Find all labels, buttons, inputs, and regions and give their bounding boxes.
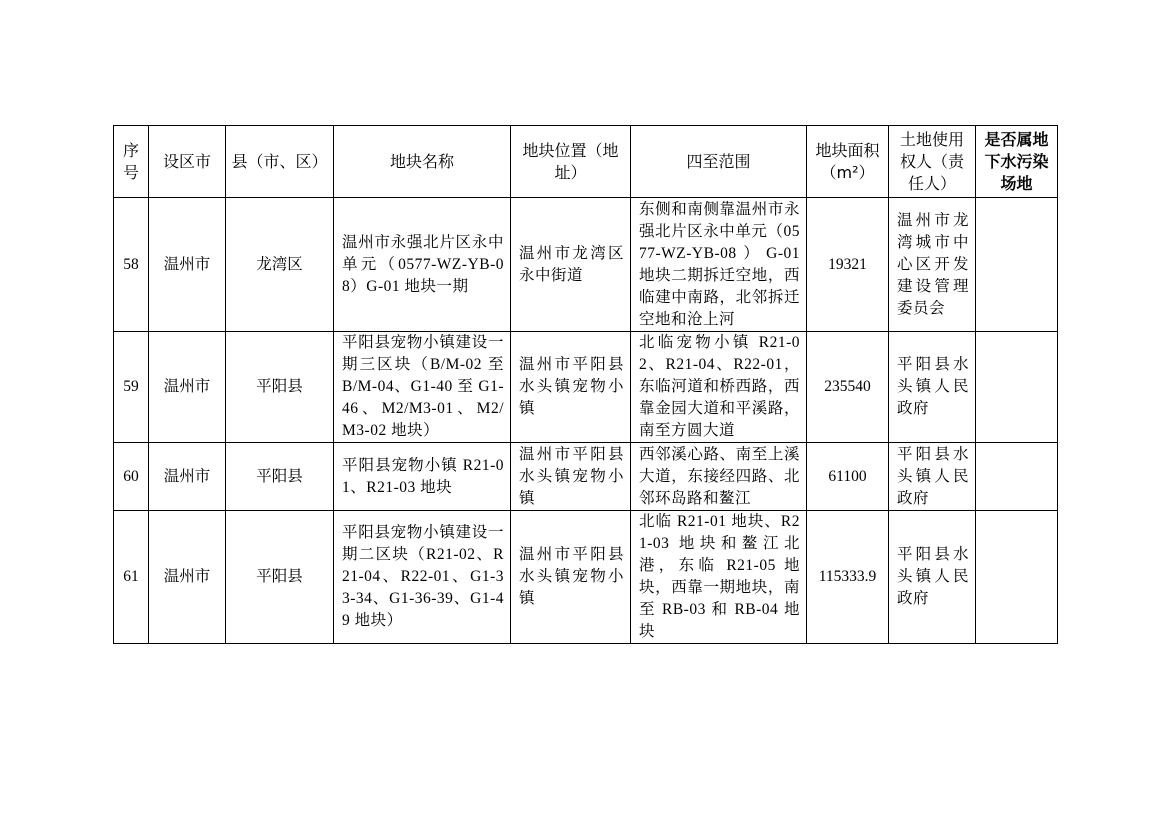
cell-serial-number: 59 — [114, 332, 149, 443]
cell-parcel-name: 平阳县宠物小镇建设一期二区块（R21-02、R21-04、R22-01、G1-33-34、G1-36-39、G1-49 地块） — [334, 511, 511, 644]
cell-area: 19321 — [807, 198, 889, 332]
cell-county: 平阳县 — [226, 443, 334, 511]
cell-groundwater-site — [976, 511, 1058, 644]
cell-land-owner: 平阳县水头镇人民政府 — [889, 443, 976, 511]
header-parcel-name: 地块名称 — [334, 126, 511, 198]
cell-area: 61100 — [807, 443, 889, 511]
cell-parcel-location: 温州市平阳县水头镇宠物小镇 — [511, 511, 631, 644]
cell-boundary: 北临 R21-01 地块、R21-03 地块和鳌江北港，东临 R21-05 地块，西靠一期地块，南至 RB-03 和 RB-04 地块 — [631, 511, 807, 644]
table-row — [114, 332, 1058, 443]
cell-parcel-name: 平阳县宠物小镇建设一期三区块（B/M-02 至 B/M-04、G1-40 至 G1-46、M2/M3-01、M2/M3-02 地块） — [334, 332, 511, 443]
cell-parcel-location: 温州市龙湾区永中街道 — [511, 198, 631, 332]
header-land-owner: 土地使用权人（责任人） — [889, 126, 976, 198]
cell-groundwater-site — [976, 332, 1058, 443]
cell-parcel-name: 温州市永强北片区永中单元（0577-WZ-YB-08）G-01 地块一期 — [334, 198, 511, 332]
cell-boundary: 北临宠物小镇 R21-02、R21-04、R22-01，东临河道和桥西路，西靠金园大道和平溪路，南至方圆大道 — [631, 332, 807, 443]
header-parcel-location: 地块位置（地址） — [511, 126, 631, 198]
cell-county: 平阳县 — [226, 511, 334, 644]
cell-groundwater-site — [976, 443, 1058, 511]
header-city: 设区市 — [149, 126, 226, 198]
cell-county: 龙湾区 — [226, 198, 334, 332]
header-area: 地块面积（m²） — [807, 126, 889, 198]
header-groundwater-site: 是否属地下水污染场地 — [976, 126, 1058, 198]
cell-parcel-location: 温州市平阳县水头镇宠物小镇 — [511, 443, 631, 511]
cell-land-owner: 平阳县水头镇人民政府 — [889, 511, 976, 644]
table-row — [114, 443, 1058, 511]
cell-area: 235540 — [807, 332, 889, 443]
cell-boundary: 西邻溪心路、南至上溪大道，东接经四路、北邻环岛路和鳌江 — [631, 443, 807, 511]
cell-city: 温州市 — [149, 198, 226, 332]
cell-serial-number: 58 — [114, 198, 149, 332]
cell-city: 温州市 — [149, 332, 226, 443]
cell-city: 温州市 — [149, 511, 226, 644]
cell-city: 温州市 — [149, 443, 226, 511]
table-row — [114, 511, 1058, 644]
land-parcel-table — [113, 125, 1058, 644]
header-boundary: 四至范围 — [631, 126, 807, 198]
cell-boundary: 东侧和南侧靠温州市永强北片区永中单元（0577-WZ-YB-08）G-01 地块二期拆迁空地，西临建中南路，北邻拆迁空地和沧上河 — [631, 198, 807, 332]
cell-parcel-name: 平阳县宠物小镇 R21-01、R21-03 地块 — [334, 443, 511, 511]
cell-serial-number: 60 — [114, 443, 149, 511]
cell-land-owner: 温州市龙湾城市中心区开发建设管理委员会 — [889, 198, 976, 332]
cell-land-owner: 平阳县水头镇人民政府 — [889, 332, 976, 443]
cell-groundwater-site — [976, 198, 1058, 332]
header-serial-number: 序号 — [114, 126, 149, 198]
cell-serial-number: 61 — [114, 511, 149, 644]
table-row — [114, 198, 1058, 332]
header-county: 县（市、区） — [226, 126, 334, 198]
cell-parcel-location: 温州市平阳县水头镇宠物小镇 — [511, 332, 631, 443]
cell-county: 平阳县 — [226, 332, 334, 443]
table-header-row — [114, 126, 1058, 198]
cell-area: 115333.9 — [807, 511, 889, 644]
